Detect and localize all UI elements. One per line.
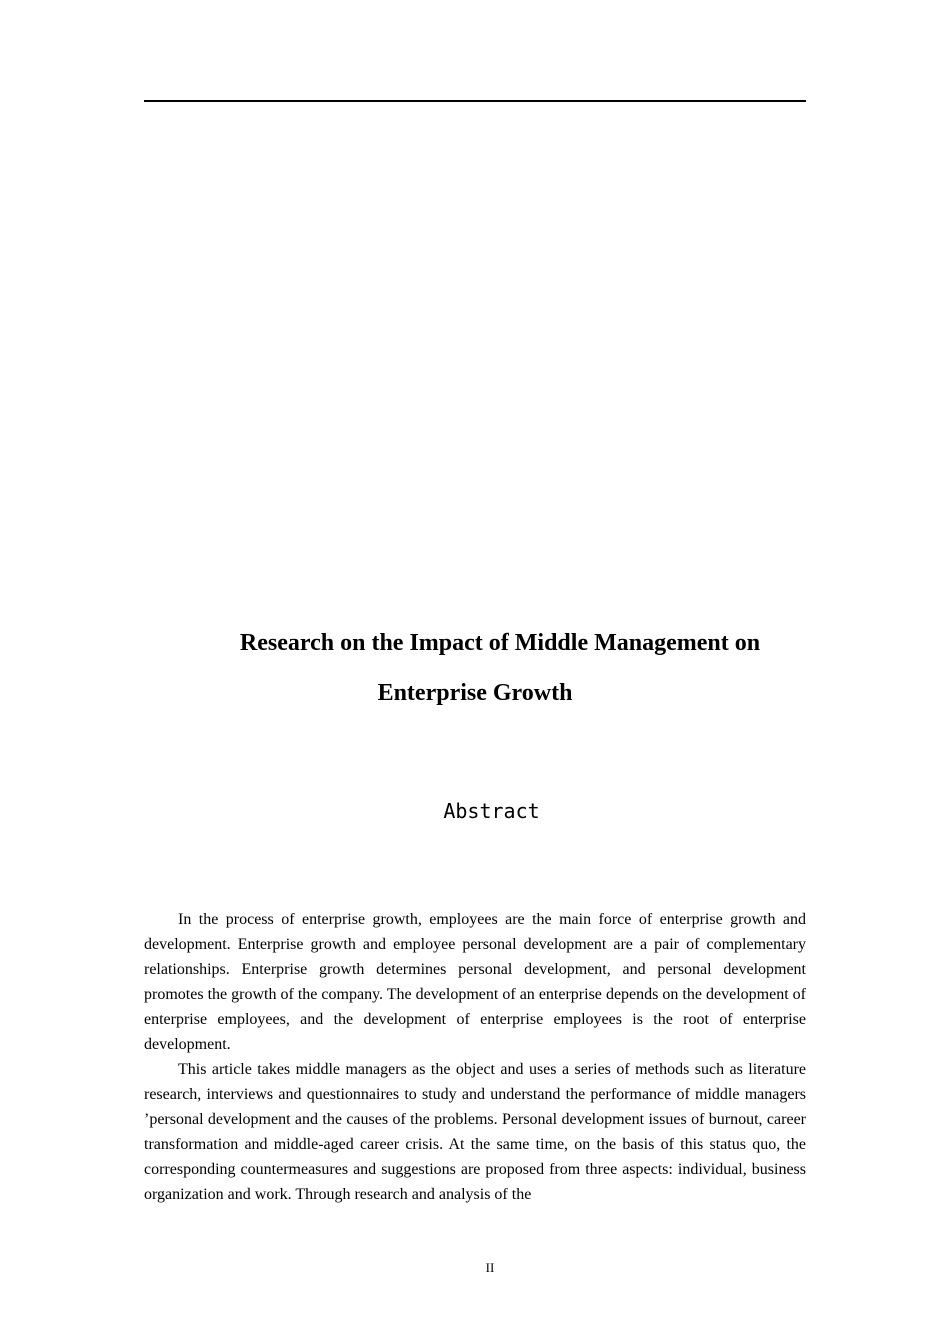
- header-rule: [144, 100, 806, 102]
- abstract-body: [144, 907, 806, 1207]
- page-number: II: [485, 1260, 495, 1275]
- title-line-1: Research on the Impact of Middle Management on: [239, 630, 761, 656]
- document-title: [144, 618, 806, 718]
- abstract-paragraph-1: In the process of enterprise growth, employees are the main force of enterprise growth and development. Enterprise growth and employee personal development are a pair of complementary relationships. Enterprise growth determines personal development, and personal development promotes the growth of the company. The development of an enterprise depends on the development of enterprise employees, and the development of enterprise employees is the root of enterprise development.: [144, 911, 806, 1053]
- abstract-heading: Abstract: [443, 799, 540, 823]
- title-line-2: Enterprise Growth: [377, 680, 573, 706]
- abstract-paragraph-2: This article takes middle managers as the object and uses a series of methods such as literature research, interviews and questionnaires to study and understand the performance of middle managers ’personal development and the causes of the problems. Personal development issues of burnout, career transformation and middle-aged career crisis. At the same time, on the basis of this status quo, the corresponding countermeasures and suggestions are proposed from three aspects: individual, business organization and work. Through research and analysis of the: [144, 1061, 806, 1203]
